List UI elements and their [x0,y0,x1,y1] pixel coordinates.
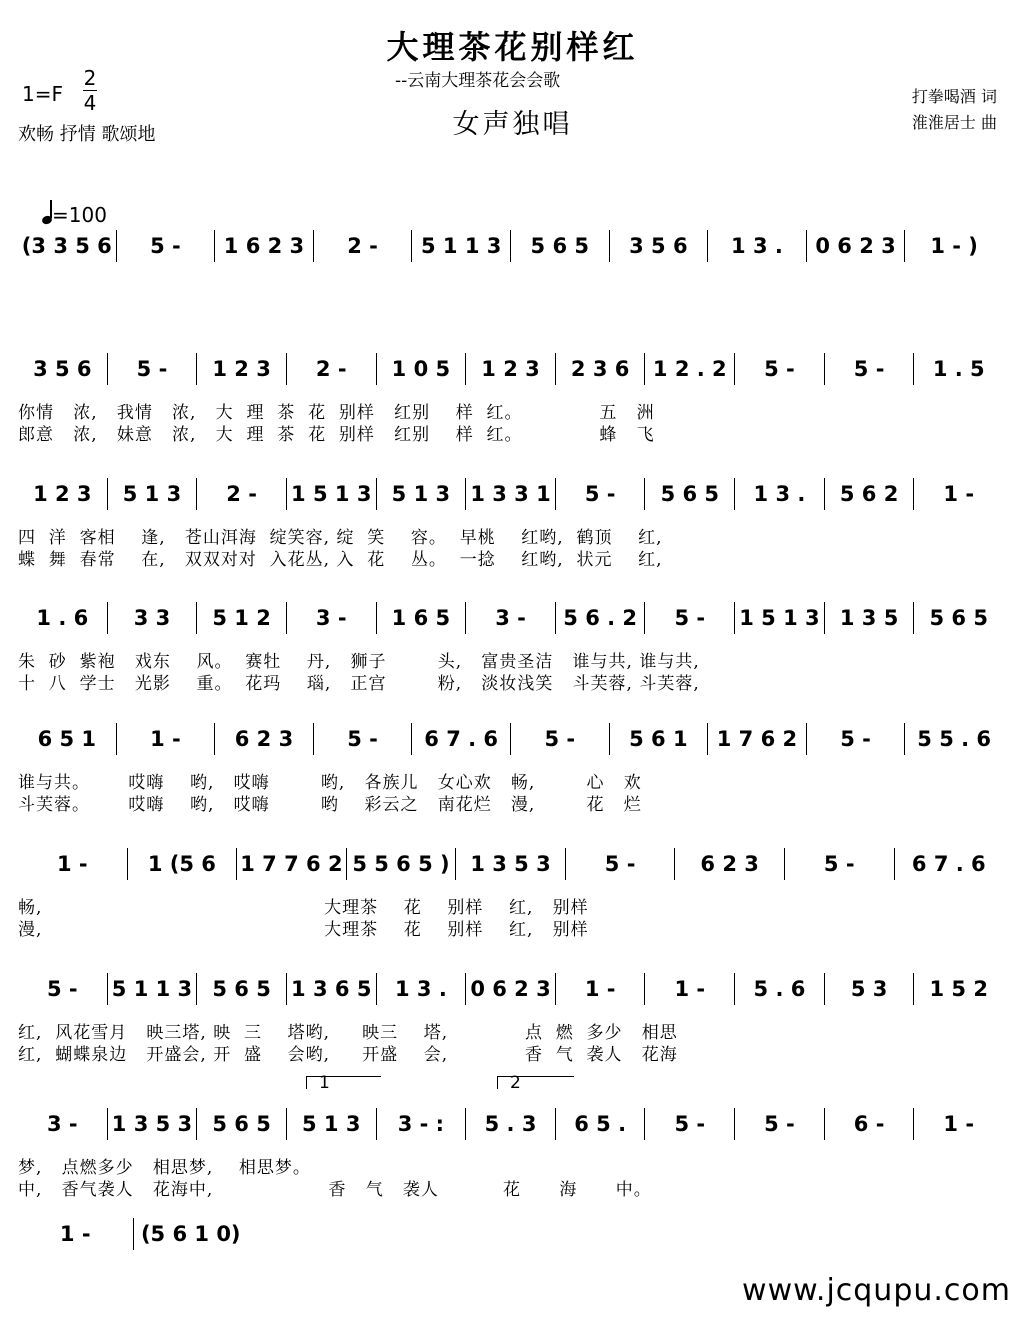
measure: 5 3 [825,973,915,1005]
measure: 5 5 6 5 ) [347,848,457,880]
measure: 5 - [511,723,610,755]
measure: 6 5 . [556,1108,646,1140]
measure: 5 1 1 3 [412,230,511,262]
score-row [18,478,1003,516]
measure: 1 7 7 6 2 [237,848,347,880]
lyric-line-1: 你情 浓, 我情 浓, 大 理 茶 花 别样 红别 样 红。 五 洲 [18,403,655,423]
measure: 1 6 2 3 [215,230,314,262]
time-signature [80,66,100,115]
measure: (3 3 5 6 [18,230,117,262]
measure: 0 6 2 3 [466,973,556,1005]
measure: 1 - [117,723,216,755]
measure: 3 - [466,602,556,634]
score-row [18,1108,1003,1146]
volta-2: 2 [497,1076,574,1089]
measure: 6 - [825,1108,915,1140]
measure: 1 2 3 [18,478,108,510]
measure: 2 - [287,353,377,385]
notes-line [18,1108,1003,1140]
measure: 1 7 6 2 [708,723,807,755]
measure: 5 1 1 3 [108,973,198,1005]
measure: 5 - [735,1108,825,1140]
measure: 1 3 5 3 [108,1108,198,1140]
measure: 1 2 3 [197,353,287,385]
measure: 1 0 5 [377,353,467,385]
measure: 5 . 3 [466,1108,556,1140]
measure: 0 6 2 3 [807,230,906,262]
lyric-line-1: 谁与共。 哎嗨 哟, 哎嗨 哟, 各族儿 女心欢 畅, 心 欢 [18,773,642,793]
score-row [18,1218,248,1256]
measure: 5 - [825,353,915,385]
notes-line [18,230,1003,262]
measure: 1 (5 6 [128,848,238,880]
notes-line [18,1218,248,1250]
notes-line [18,848,1003,880]
measure: 6 7 . 6 [412,723,511,755]
score-row [18,602,1003,640]
song-title: 大理茶花别样红 [386,28,639,66]
measure: 1 3 5 [825,602,915,634]
measure: 5 6 5 [511,230,610,262]
measure: 5 5 . 6 [917,727,992,751]
measure: 1 - [18,848,128,880]
measure: 5 1 2 [197,602,287,634]
measure: 5 - [314,723,413,755]
measure: 1 5 1 3 [735,602,825,634]
score-row [18,848,1003,886]
measure: 6 2 3 [675,848,785,880]
measure: 3 - [18,1108,108,1140]
notes-line [18,602,1003,634]
measure: 1 - [943,482,975,506]
lyric-line-1: 梦, 点燃多少 相思梦, 相思梦。 [18,1158,311,1178]
measure: 6 5 1 [18,723,117,755]
measure: 1 5 2 [929,977,988,1001]
measure: 1 . 5 [932,357,985,381]
measure: 5 - [807,723,906,755]
lyric-line-2: 红, 蝴蝶泉边 开盛会, 开 盛 会哟, 开盛 会, 香 气 袭人 花海 [18,1045,678,1065]
measure: 5 1 3 [108,478,198,510]
measure: 5 6 . 2 [556,602,646,634]
measure: 1 2 3 [466,353,556,385]
voice-label: 女声独唱 [452,109,573,140]
watermark: www.jcqupu.com [742,1273,1011,1308]
expression-mark: 欢畅 抒情 歌颂地 [18,124,156,145]
measure: 5 6 5 [929,606,988,630]
lyric-line-2: 蝶 舞 春常 在, 双双对对 入花丛, 入 花 丛。 一捻 红哟, 状元 红, [18,550,663,570]
measure: 5 1 3 [287,1108,377,1140]
lyric-line-1: 畅, 大理茶 花 别样 红, 别样 [18,898,589,918]
measure: 1 - [18,1218,134,1250]
lyric-line-1: 四 洋 客相 逢, 苍山洱海 绽笑容, 绽 笑 容。 早桃 红哟, 鹤顶 红, [18,528,663,548]
lyricist-credit: 打拳喝酒 词 [911,87,997,106]
notes-line [18,353,1003,385]
measure: 5 - [556,478,646,510]
measure: 5 - [117,230,216,262]
song-subtitle: --云南大理茶花会会歌 [395,71,561,91]
time-denominator: 4 [83,91,97,115]
measure: 5 - [18,973,108,1005]
measure: 1 3 6 5 [287,973,377,1005]
key-signature: 1=F [22,82,63,106]
measure: 5 - [645,602,735,634]
lyric-line-2: 郎意 浓, 妹意 浓, 大 理 茶 花 别样 红别 样 红。 蜂 飞 [18,425,655,445]
measure: 5 - [566,848,676,880]
measure: 1 3 5 3 [456,848,566,880]
time-numerator: 2 [83,66,97,90]
measure: 1 3 . [708,230,807,262]
volta-1: 1 [306,1076,381,1089]
measure: 3 5 6 [18,353,108,385]
measure: 1 3 . [735,478,825,510]
measure: 2 - [197,478,287,510]
score-row [18,723,1003,761]
measure: 5 - [735,353,825,385]
measure: 2 - [314,230,413,262]
measure: 1 6 5 [377,602,467,634]
score-row [18,973,1003,1011]
measure: 1 3 . [377,973,467,1005]
composer-credit: 淮淮居士 曲 [911,113,997,132]
lyric-line-1: 朱 砂 紫袍 戏东 风。 赛牡 丹, 狮子 头, 富贵圣洁 谁与共, 谁与共, [18,652,700,672]
tempo-mark: =100 [42,200,107,227]
measure: 5 . 6 [735,973,825,1005]
score-row [18,230,1003,268]
notes-line [18,723,1003,755]
measure: 1 - [645,973,735,1005]
measure: 3 - : [377,1108,467,1140]
measure: 5 - [108,353,198,385]
measure: 6 2 3 [215,723,314,755]
measure: 1 - ) [930,234,978,258]
notes-line [18,973,1003,1005]
measure: 1 2 . 2 [645,353,735,385]
measure: 5 1 3 [377,478,467,510]
measure: 3 - [287,602,377,634]
measure: 5 - [785,848,895,880]
measure: 5 6 5 [645,478,735,510]
lyric-line-2: 十 八 学士 光影 重。 花玛 瑙, 正宫 粉, 淡妆浅笑 斗芙蓉, 斗芙蓉, [18,674,700,694]
measure: 1 5 1 3 [287,478,377,510]
measure: 5 6 2 [825,478,915,510]
measure: 5 - [645,1108,735,1140]
measure: 1 - [943,1112,975,1136]
score-row [18,353,1003,391]
measure: 3 5 6 [610,230,709,262]
measure: 3 3 [108,602,198,634]
lyric-line-2: 中, 香气袭人 花海中, 香 气 袭人 花 海 中。 [18,1180,652,1200]
lyric-line-2: 漫, 大理茶 花 别样 红, 别样 [18,920,589,940]
measure: 5 6 1 [610,723,709,755]
measure: 5 6 5 [197,1108,287,1140]
measure: 6 7 . 6 [911,852,986,876]
measure: 5 6 5 [197,973,287,1005]
measure: 1 . 6 [18,602,108,634]
measure: 1 - [556,973,646,1005]
measure: (5 6 1 0) [140,1222,241,1246]
notes-line [18,478,1003,510]
measure: 2 3 6 [556,353,646,385]
lyric-line-1: 红, 风花雪月 映三塔, 映 三 塔哟, 映三 塔, 点 燃 多少 相思 [18,1023,678,1043]
lyric-line-2: 斗芙蓉。 哎嗨 哟, 哎嗨 哟 彩云之 南花烂 漫, 花 烂 [18,795,642,815]
measure: 1 3 3 1 [466,478,556,510]
